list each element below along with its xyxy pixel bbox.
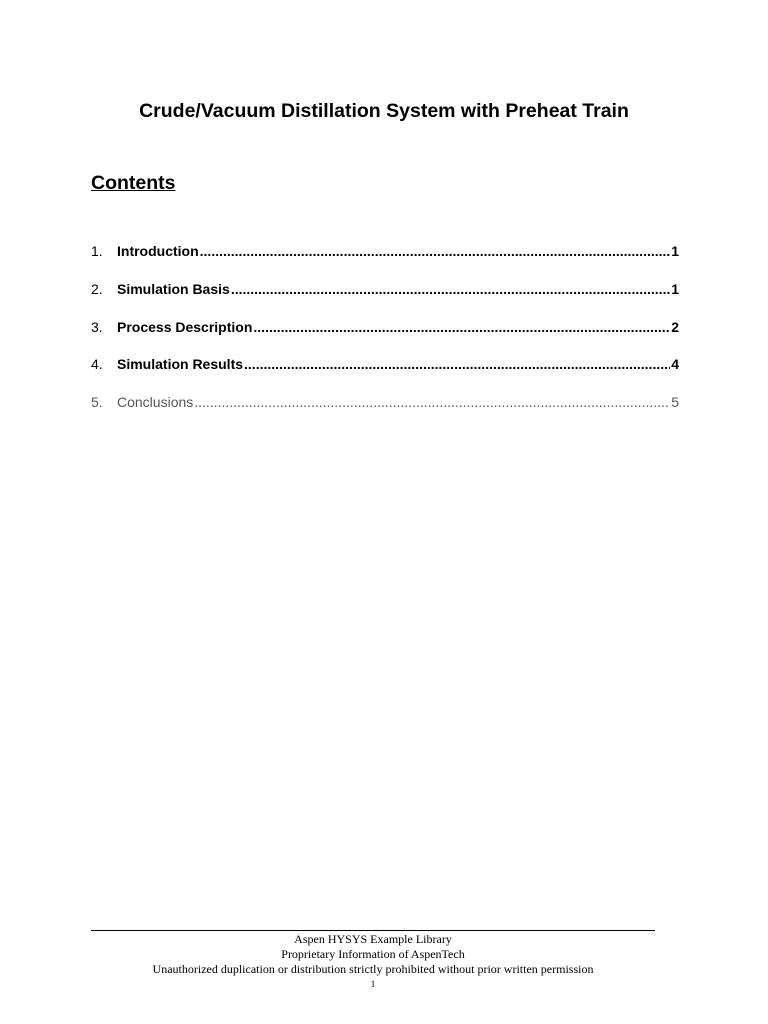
contents-heading: Contents [91, 172, 176, 194]
footer-page-number: 1 [370, 979, 376, 989]
toc-number: 5. [91, 394, 103, 411]
page-footer [91, 932, 655, 990]
toc-page-number: 4 [671, 356, 679, 373]
toc-leader [231, 281, 670, 297]
toc-leader [244, 356, 670, 372]
footer-divider [91, 930, 655, 931]
toc-number: 4. [91, 356, 103, 373]
toc-link-process-description[interactable]: Process Description [117, 318, 253, 335]
toc-number: 2. [91, 280, 103, 297]
toc-page-number: 1 [671, 280, 679, 297]
toc-link-simulation-results[interactable]: Simulation Results [117, 356, 244, 373]
toc-item-conclusions[interactable] [91, 394, 679, 413]
toc-leader [253, 319, 670, 335]
toc-leader [194, 394, 670, 410]
toc-leader [200, 243, 671, 259]
toc-link-conclusions[interactable]: Conclusions [117, 394, 194, 411]
table-of-contents [91, 243, 679, 432]
toc-page-number: 2 [671, 318, 679, 335]
footer-library-name: Aspen HYSYS Example Library [294, 932, 452, 946]
toc-link-introduction[interactable]: Introduction [117, 243, 199, 259]
toc-item-introduction[interactable] [91, 243, 679, 262]
toc-item-simulation-results[interactable] [91, 356, 679, 375]
toc-number: 3. [91, 318, 103, 335]
toc-number: 1. [91, 243, 103, 259]
footer-copyright-notice: Unauthorized duplication or distribution strictly prohibited without prior written permission [152, 962, 594, 976]
footer-proprietary-notice: Proprietary Information of AspenTech [281, 947, 465, 961]
toc-item-process-description[interactable] [91, 319, 679, 338]
toc-page-number: 5 [671, 394, 679, 411]
document-title: Crude/Vacuum Distillation System with Preheat Train [139, 100, 629, 122]
toc-page-number: 1 [671, 243, 679, 259]
toc-link-simulation-basis[interactable]: Simulation Basis [117, 280, 230, 297]
toc-item-simulation-basis[interactable] [91, 281, 679, 300]
